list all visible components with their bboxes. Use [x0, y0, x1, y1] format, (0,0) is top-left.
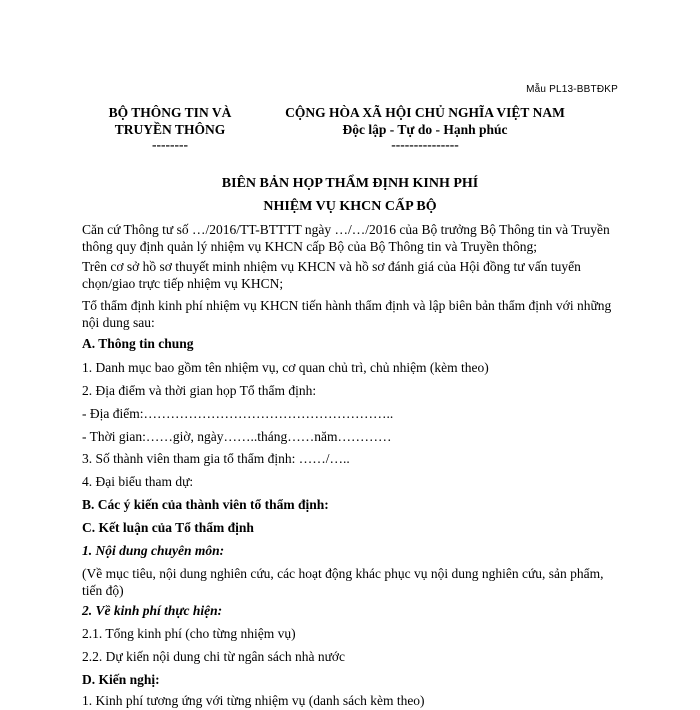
- section-c-heading: C. Kết luận của Tổ thẩm định: [82, 520, 254, 535]
- document-title-line1: BIÊN BẢN HỌP THẨM ĐỊNH KINH PHÍ: [221, 176, 479, 191]
- ministry-dashes: --------: [152, 137, 188, 152]
- republic-header: [270, 104, 580, 152]
- section-c-sub2-2: 2.2. Dự kiến nội dung chi từ ngân sách nhà nước: [82, 649, 346, 664]
- motto-dashes: ---------------: [391, 137, 459, 152]
- ministry-header: [97, 104, 243, 152]
- paragraph-dossier-basis: Trên cơ sở hồ sơ thuyết minh nhiệm vụ KHCN và hồ sơ đánh giá của Hội đồng tư vấn tuyển chọn/giao trực tiếp nhiệm vụ KHCN;: [82, 259, 581, 291]
- section-a-item4: 4. Đại biểu tham dự:: [82, 474, 194, 489]
- section-c-sub1-heading: 1. Nội dung chuyên môn:: [82, 543, 225, 558]
- document-title-line2: NHIỆM VỤ KHCN CẤP BỘ: [263, 199, 437, 214]
- paragraph-appraisal-intro: Tổ thẩm định kinh phí nhiệm vụ KHCN tiến hành thẩm định và lập biên bản thẩm định với những nội dung sau:: [82, 298, 612, 330]
- section-c-sub1-text: (Về mục tiêu, nội dung nghiên cứu, các hoạt động khác phục vụ nội dung nghiên cứu, sản phẩm, tiến độ): [82, 566, 604, 598]
- ministry-line1: BỘ THÔNG TIN VÀ: [108, 105, 232, 120]
- section-a-heading: A. Thông tin chung: [82, 336, 194, 351]
- republic-title: CỘNG HÒA XÃ HỘI CHỦ NGHĨA VIỆT NAM: [285, 105, 565, 120]
- form-code: Mẫu PL13-BBTĐKP: [526, 84, 618, 95]
- section-a-item3: 3. Số thành viên tham gia tổ thẩm định: ……/…..: [82, 451, 350, 466]
- section-c-sub2-heading: 2. Về kinh phí thực hiện:: [82, 603, 223, 618]
- section-a-item1: 1. Danh mục bao gồm tên nhiệm vụ, cơ quan chủ trì, chủ nhiệm (kèm theo): [82, 360, 489, 375]
- time-line: - Thời gian:……giờ, ngày……..tháng……năm…………: [82, 429, 392, 444]
- paragraph-legal-basis: Căn cứ Thông tư số …/2016/TT-BTTTT ngày …/…/2016 của Bộ trưởng Bộ Thông tin và Truyền thông quy định quản lý nhiệm vụ KHCN cấp Bộ của Bộ Thông tin và Truyền thông;: [82, 222, 610, 254]
- motto: Độc lập - Tự do - Hạnh phúc: [342, 122, 508, 137]
- section-d-heading: D. Kiến nghị:: [82, 672, 160, 687]
- ministry-line2: TRUYỀN THÔNG: [114, 122, 226, 137]
- section-b-heading: B. Các ý kiến của thành viên tổ thẩm định:: [82, 497, 329, 512]
- location-line: - Địa điểm:………………………………………………..: [82, 406, 394, 421]
- section-a-item2: 2. Địa điểm và thời gian họp Tổ thẩm định:: [82, 383, 317, 398]
- section-c-sub2-1: 2.1. Tổng kinh phí (cho từng nhiệm vụ): [82, 626, 296, 641]
- section-d-item1: 1. Kinh phí tương ứng với từng nhiệm vụ (danh sách kèm theo): [82, 693, 425, 708]
